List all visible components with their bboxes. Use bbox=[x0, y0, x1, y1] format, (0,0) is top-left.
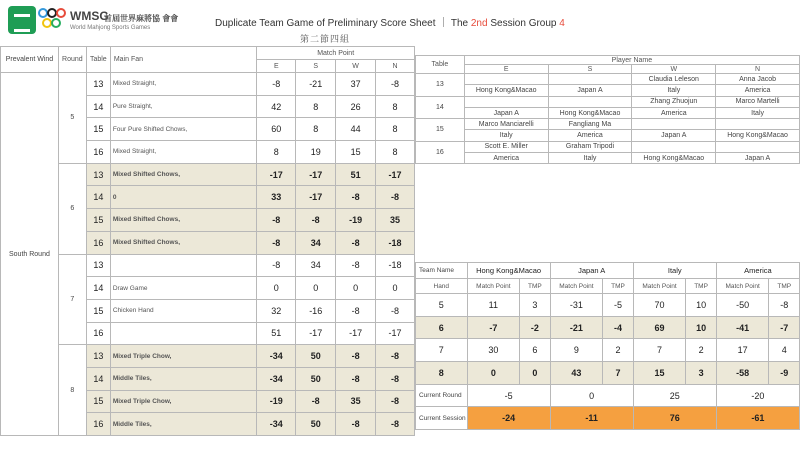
score-e: 0 bbox=[257, 277, 296, 300]
tmp-value: 10 bbox=[686, 316, 717, 339]
score-n: -17 bbox=[376, 322, 415, 345]
player-table-number: 14 bbox=[416, 96, 465, 119]
player-table-number: 16 bbox=[416, 141, 465, 164]
score-w: -8 bbox=[336, 413, 376, 436]
score-w: 51 bbox=[336, 163, 376, 186]
score-n: 8 bbox=[376, 141, 415, 164]
score-e: -17 bbox=[257, 163, 296, 186]
score-w: 15 bbox=[336, 141, 376, 164]
table-number: 16 bbox=[86, 322, 110, 345]
score-s: 50 bbox=[296, 345, 336, 368]
player-name bbox=[632, 119, 716, 130]
current-round-label: Current Round bbox=[416, 384, 468, 407]
match-point-value: 30 bbox=[467, 339, 520, 362]
score-n: -8 bbox=[376, 367, 415, 390]
rings-logo-icon bbox=[38, 6, 66, 34]
score-w: -8 bbox=[336, 367, 376, 390]
score-e: 42 bbox=[257, 95, 296, 118]
player-team-row bbox=[416, 130, 800, 141]
hand-number: 8 bbox=[416, 362, 468, 385]
title-separator: ｜ bbox=[438, 18, 449, 29]
current-round-value: 25 bbox=[633, 384, 716, 407]
score-n: -18 bbox=[376, 254, 415, 277]
table-number: 13 bbox=[86, 163, 110, 186]
table-number: 13 bbox=[86, 254, 110, 277]
player-table-number: 13 bbox=[416, 74, 465, 97]
title-mid: The bbox=[450, 18, 471, 29]
org-subtitle: World Mahjong Sports Games bbox=[70, 25, 151, 31]
table-number: 15 bbox=[86, 390, 110, 413]
team-score-row bbox=[416, 362, 800, 385]
player-name bbox=[716, 141, 800, 152]
score-w: -19 bbox=[336, 209, 376, 232]
tmp-value: 2 bbox=[603, 339, 634, 362]
player-name: Claudia Leleson bbox=[632, 74, 716, 85]
score-s: 50 bbox=[296, 413, 336, 436]
score-s: -17 bbox=[296, 186, 336, 209]
score-w: -8 bbox=[336, 254, 376, 277]
score-w: -17 bbox=[336, 322, 376, 345]
score-row bbox=[1, 254, 415, 277]
player-name: Scott E. Miller bbox=[464, 141, 548, 152]
tmp-label: TMP bbox=[603, 279, 634, 294]
main-fan: Four Pure Shifted Chows, bbox=[110, 118, 257, 141]
tmp-value: 4 bbox=[769, 339, 800, 362]
team-header-4: America bbox=[716, 263, 799, 279]
player-header-s: S bbox=[548, 65, 632, 74]
main-fan: Mixed Triple Chow, bbox=[110, 345, 257, 368]
team-score-row bbox=[416, 339, 800, 362]
table-number: 15 bbox=[86, 209, 110, 232]
score-s: 8 bbox=[296, 95, 336, 118]
player-name: Marco Manciarelli bbox=[464, 119, 548, 130]
main-fan: Chicken Hand bbox=[110, 299, 257, 322]
wind-label: South Round bbox=[1, 73, 59, 436]
score-e: -8 bbox=[257, 254, 296, 277]
player-team: America bbox=[632, 107, 716, 118]
table-number: 16 bbox=[86, 141, 110, 164]
player-name-row bbox=[416, 96, 800, 107]
score-s: 19 bbox=[296, 141, 336, 164]
tmp-value: -2 bbox=[520, 316, 551, 339]
table-number: 16 bbox=[86, 413, 110, 436]
player-table-number: 15 bbox=[416, 119, 465, 142]
player-team-row bbox=[416, 107, 800, 118]
player-team: Japan A bbox=[464, 107, 548, 118]
main-fan: Mixed Shifted Chows, bbox=[110, 231, 257, 254]
player-name bbox=[464, 74, 548, 85]
page-header bbox=[0, 0, 800, 46]
header-table: Table bbox=[86, 47, 110, 73]
score-e: 33 bbox=[257, 186, 296, 209]
score-n: 8 bbox=[376, 118, 415, 141]
table-number: 13 bbox=[86, 73, 110, 96]
score-w: 35 bbox=[336, 390, 376, 413]
tmp-value: -9 bbox=[769, 362, 800, 385]
team-score-row bbox=[416, 316, 800, 339]
score-w: -8 bbox=[336, 186, 376, 209]
score-e: -8 bbox=[257, 73, 296, 96]
match-point-value: -31 bbox=[550, 294, 603, 317]
header-w: W bbox=[336, 60, 376, 73]
match-point-value: -58 bbox=[716, 362, 769, 385]
score-s: -8 bbox=[296, 209, 336, 232]
player-team: Italy bbox=[548, 153, 632, 164]
match-point-value: -50 bbox=[716, 294, 769, 317]
player-team: Italy bbox=[464, 130, 548, 141]
player-name: Anna Jacob bbox=[716, 74, 800, 85]
score-s: -16 bbox=[296, 299, 336, 322]
main-fan: Mixed Straight, bbox=[110, 73, 257, 96]
score-s: -17 bbox=[296, 163, 336, 186]
org-name-cn: 首屆世界麻將協 會會 bbox=[104, 14, 179, 23]
mp-label: Match Point bbox=[550, 279, 603, 294]
player-name bbox=[716, 119, 800, 130]
match-point-value: 43 bbox=[550, 362, 603, 385]
match-point-value: 9 bbox=[550, 339, 603, 362]
score-e: 60 bbox=[257, 118, 296, 141]
match-point-value: 7 bbox=[633, 339, 686, 362]
page-subtitle: 第二節四組 bbox=[300, 34, 351, 44]
player-header-name: Player Name bbox=[464, 56, 799, 65]
table-number: 14 bbox=[86, 277, 110, 300]
page-title bbox=[215, 14, 565, 29]
player-name: Fangliang Ma bbox=[548, 119, 632, 130]
tmp-value: 0 bbox=[520, 362, 551, 385]
round-number: 7 bbox=[58, 254, 86, 345]
player-header-w: W bbox=[632, 65, 716, 74]
player-team-row bbox=[416, 153, 800, 164]
match-point-value: 70 bbox=[633, 294, 686, 317]
score-w: -8 bbox=[336, 345, 376, 368]
main-fan: Mixed Shifted Chows, bbox=[110, 209, 257, 232]
player-name bbox=[548, 74, 632, 85]
tmp-label: TMP bbox=[520, 279, 551, 294]
score-row bbox=[1, 163, 415, 186]
player-team: Japan A bbox=[548, 85, 632, 96]
player-name-row bbox=[416, 74, 800, 85]
title-post: Session Group bbox=[487, 18, 560, 29]
player-team: America bbox=[548, 130, 632, 141]
player-team: Hong Kong&Macao bbox=[716, 130, 800, 141]
score-n: -18 bbox=[376, 231, 415, 254]
tmp-label: TMP bbox=[769, 279, 800, 294]
player-header-n: N bbox=[716, 65, 800, 74]
score-row bbox=[1, 345, 415, 368]
match-point-value: 0 bbox=[467, 362, 520, 385]
score-e: -19 bbox=[257, 390, 296, 413]
player-team: America bbox=[464, 153, 548, 164]
player-header-e: E bbox=[464, 65, 548, 74]
match-point-value: 17 bbox=[716, 339, 769, 362]
score-s: 0 bbox=[296, 277, 336, 300]
header-round: Round bbox=[58, 47, 86, 73]
table-number: 13 bbox=[86, 345, 110, 368]
hand-number: 7 bbox=[416, 339, 468, 362]
title-group: 4 bbox=[559, 18, 565, 29]
score-s: 50 bbox=[296, 367, 336, 390]
hand-number: 6 bbox=[416, 316, 468, 339]
player-name-row bbox=[416, 141, 800, 152]
tmp-value: 2 bbox=[686, 339, 717, 362]
tmp-value: -7 bbox=[769, 316, 800, 339]
table-number: 15 bbox=[86, 299, 110, 322]
score-w: 26 bbox=[336, 95, 376, 118]
score-e: 32 bbox=[257, 299, 296, 322]
player-team: Hong Kong&Macao bbox=[464, 85, 548, 96]
match-point-value: -21 bbox=[550, 316, 603, 339]
score-s: -8 bbox=[296, 390, 336, 413]
player-name: Marco Martelli bbox=[716, 96, 800, 107]
tmp-value: -5 bbox=[603, 294, 634, 317]
round-number: 8 bbox=[58, 345, 86, 436]
current-round-value: -20 bbox=[716, 384, 799, 407]
tmp-value: -4 bbox=[603, 316, 634, 339]
score-e: -34 bbox=[257, 345, 296, 368]
current-round-value: -5 bbox=[467, 384, 550, 407]
mp-label: Match Point bbox=[467, 279, 520, 294]
table-number: 14 bbox=[86, 186, 110, 209]
main-fan: Middle Tiles, bbox=[110, 413, 257, 436]
tmp-value: 7 bbox=[603, 362, 634, 385]
score-n: 35 bbox=[376, 209, 415, 232]
score-s: 34 bbox=[296, 254, 336, 277]
score-s: 8 bbox=[296, 118, 336, 141]
hand-label: Hand bbox=[416, 279, 468, 294]
player-header-table: Table bbox=[416, 56, 465, 74]
player-team: Italy bbox=[716, 107, 800, 118]
main-fan: Middle Tiles, bbox=[110, 367, 257, 390]
score-s: 34 bbox=[296, 231, 336, 254]
header-main-fan: Main Fan bbox=[110, 47, 257, 73]
score-n: -17 bbox=[376, 163, 415, 186]
score-e: -34 bbox=[257, 413, 296, 436]
score-n: 0 bbox=[376, 277, 415, 300]
score-n: -8 bbox=[376, 299, 415, 322]
match-point-value: 69 bbox=[633, 316, 686, 339]
tmp-value: 3 bbox=[520, 294, 551, 317]
player-team-row bbox=[416, 85, 800, 96]
tmp-label: TMP bbox=[686, 279, 717, 294]
tmp-value: 10 bbox=[686, 294, 717, 317]
team-score-row bbox=[416, 294, 800, 317]
score-w: 37 bbox=[336, 73, 376, 96]
current-session-value: -61 bbox=[716, 407, 799, 430]
table-number: 14 bbox=[86, 367, 110, 390]
player-name: Zhang Zhuojun bbox=[632, 96, 716, 107]
current-round-value: 0 bbox=[550, 384, 633, 407]
main-fan: Draw Game bbox=[110, 277, 257, 300]
current-session-value: 76 bbox=[633, 407, 716, 430]
title-prefix: Duplicate Team Game of Preliminary Score Sheet bbox=[215, 18, 436, 29]
score-table bbox=[0, 46, 415, 436]
score-n: 8 bbox=[376, 95, 415, 118]
tmp-value: -8 bbox=[769, 294, 800, 317]
score-row bbox=[1, 73, 415, 96]
round-number: 5 bbox=[58, 73, 86, 164]
player-team: Japan A bbox=[632, 130, 716, 141]
current-session-value: -11 bbox=[550, 407, 633, 430]
team-name-label: Team Name bbox=[416, 263, 468, 279]
score-e: -8 bbox=[257, 231, 296, 254]
score-n: -8 bbox=[376, 390, 415, 413]
score-w: 0 bbox=[336, 277, 376, 300]
score-s: -21 bbox=[296, 73, 336, 96]
mp-label: Match Point bbox=[633, 279, 686, 294]
table-number: 14 bbox=[86, 95, 110, 118]
team-header-2: Japan A bbox=[550, 263, 633, 279]
score-s: -17 bbox=[296, 322, 336, 345]
player-team: Japan A bbox=[716, 153, 800, 164]
table-number: 16 bbox=[86, 231, 110, 254]
title-session: 2nd bbox=[470, 18, 488, 29]
header-e: E bbox=[257, 60, 296, 73]
hand-number: 5 bbox=[416, 294, 468, 317]
player-team: America bbox=[716, 85, 800, 96]
current-session-value: -24 bbox=[467, 407, 550, 430]
score-e: -8 bbox=[257, 209, 296, 232]
score-n: -8 bbox=[376, 345, 415, 368]
main-fan bbox=[110, 254, 257, 277]
tmp-value: 3 bbox=[686, 362, 717, 385]
player-team: Hong Kong&Macao bbox=[548, 107, 632, 118]
player-name bbox=[548, 96, 632, 107]
score-w: -8 bbox=[336, 231, 376, 254]
score-w: -8 bbox=[336, 299, 376, 322]
wmsg-logo-icon bbox=[8, 6, 36, 34]
team-header-1: Hong Kong&Macao bbox=[467, 263, 550, 279]
main-fan: Mixed Triple Chow, bbox=[110, 390, 257, 413]
match-point-value: 15 bbox=[633, 362, 686, 385]
header-s: S bbox=[296, 60, 336, 73]
main-fan: Pure Straight, bbox=[110, 95, 257, 118]
mp-label: Match Point bbox=[716, 279, 769, 294]
main-fan bbox=[110, 322, 257, 345]
player-name: Graham Tripodi bbox=[548, 141, 632, 152]
score-e: 51 bbox=[257, 322, 296, 345]
score-e: 8 bbox=[257, 141, 296, 164]
match-point-value: -7 bbox=[467, 316, 520, 339]
main-fan: Mixed Shifted Chows, bbox=[110, 163, 257, 186]
player-name bbox=[464, 96, 548, 107]
score-e: -34 bbox=[257, 367, 296, 390]
score-n: -8 bbox=[376, 186, 415, 209]
match-point-value: -41 bbox=[716, 316, 769, 339]
match-point-value: 11 bbox=[467, 294, 520, 317]
header-wind: Prevalent Wind bbox=[1, 47, 59, 73]
table-number: 15 bbox=[86, 118, 110, 141]
score-n: -8 bbox=[376, 73, 415, 96]
tmp-value: 6 bbox=[520, 339, 551, 362]
player-table bbox=[415, 55, 800, 164]
player-team: Italy bbox=[632, 85, 716, 96]
main-fan: 0 bbox=[110, 186, 257, 209]
team-header-3: Italy bbox=[633, 263, 716, 279]
round-number: 6 bbox=[58, 163, 86, 254]
score-w: 44 bbox=[336, 118, 376, 141]
org-name: WMSG bbox=[70, 9, 109, 23]
header-match-point: Match Point bbox=[257, 47, 415, 60]
score-n: -8 bbox=[376, 413, 415, 436]
main-fan: Mixed Straight, bbox=[110, 141, 257, 164]
team-score-table bbox=[415, 262, 800, 430]
player-name bbox=[632, 141, 716, 152]
player-team: Hong Kong&Macao bbox=[632, 153, 716, 164]
current-session-label: Current Session bbox=[416, 407, 468, 430]
header-n: N bbox=[376, 60, 415, 73]
player-name-row bbox=[416, 119, 800, 130]
